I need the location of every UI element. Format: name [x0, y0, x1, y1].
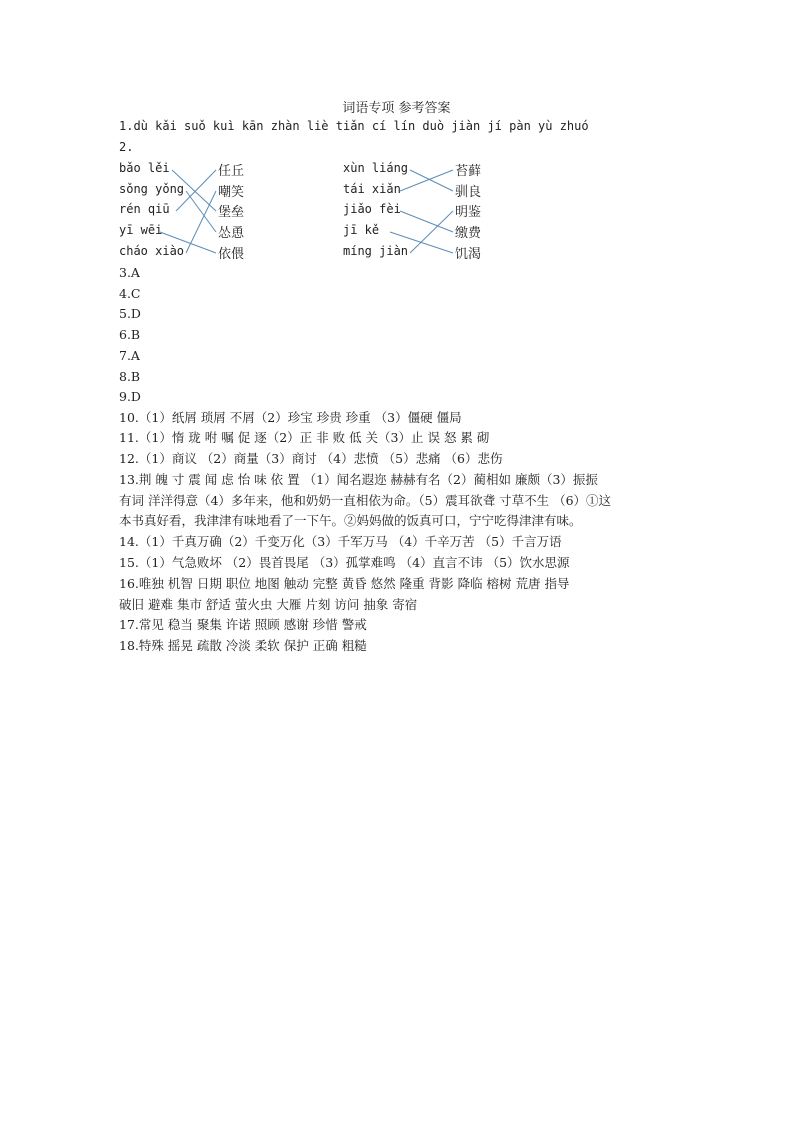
answer-line: 15.（1）气急败坏 （2）畏首畏尾 （3）孤掌难鸣 （4）直言不讳 （5）饮水思源 — [119, 555, 570, 570]
answer-line: 13.荆 魄 寸 震 闻 虑 怡 味 依 置 （1）闻名遐迩 赫赫有名（2）蔺相如 廉颇（3）振振 — [119, 472, 598, 487]
pinyin-item: yī wēi — [119, 223, 163, 237]
answer-line: 8.B — [119, 369, 141, 384]
answer-line: 10.（1）纸屑 琐屑 不屑（2）珍宝 珍贵 珍重 （3）僵硬 僵局 — [119, 410, 462, 425]
pinyin-item: míng jiàn — [343, 244, 409, 258]
pinyin-item: tái xiǎn — [343, 182, 401, 196]
pinyin-item: bǎo lěi — [119, 161, 170, 175]
answer-1: 1.dù kǎi suǒ kuì kān zhàn liè tiǎn cí lín duò jiàn jí pàn yù zhuó — [119, 119, 589, 133]
answer-line: 14.（1）千真万确（2）千变万化（3）千军万马 （4）千辛万苦 （5）千言万语 — [119, 534, 562, 549]
pinyin-item: xùn liáng — [343, 161, 409, 175]
pinyin-item: jī kě — [343, 223, 380, 237]
word-item: 任丘 — [218, 164, 245, 179]
word-item: 缴费 — [455, 226, 482, 241]
word-item: 驯良 — [455, 185, 482, 200]
page-title: 词语专项 参考答案 — [342, 101, 451, 116]
answer-line: 16.唯独 机智 日期 职位 地图 触动 完整 黄昏 悠然 隆重 背影 降临 榕树 荒唐 指导 — [119, 576, 570, 591]
word-item: 怂恿 — [218, 226, 245, 241]
connector-line — [410, 170, 453, 191]
answer-2-label: 2. — [119, 140, 134, 154]
word-item: 嘲笑 — [218, 185, 245, 200]
pinyin-item: jiǎo fèi — [343, 202, 401, 216]
answer-line: 3.A — [119, 265, 140, 280]
word-item: 苔藓 — [455, 164, 482, 179]
connector-line — [390, 232, 453, 253]
answer-line: 破旧 避难 集市 舒适 萤火虫 大雁 片刻 访问 抽象 寄宿 — [119, 597, 418, 612]
pinyin-item: sǒng yǒng — [119, 182, 185, 196]
pinyin-item: cháo xiào — [119, 244, 185, 258]
connector-line — [400, 170, 453, 191]
answer-line: 本书真好看，我津津有味地看了一下午。②妈妈做的饭真可口，宁宁吃得津津有味。 — [119, 513, 582, 528]
answer-line: 12.（1）商议 （2）商量（3）商讨 （4）悲愤 （5）悲痛 （6）悲伤 — [119, 451, 503, 466]
answer-line: 有词 洋洋得意（4）多年来，他和奶奶一直相依为命。（5）震耳欲聋 寸草不生 （6）①这 — [119, 493, 612, 508]
answer-line: 18.特殊 摇晃 疏散 冷淡 柔软 保护 正确 粗糙 — [119, 638, 367, 653]
answer-line: 17.常见 稳当 聚集 许诺 照顾 感谢 珍惜 警戒 — [119, 617, 367, 632]
connector-line — [186, 191, 216, 253]
answer-line: 11.（1）惰 珑 咐 嘱 促 逐（2）正 非 败 低 关（3）止 误 怒 累 砌 — [119, 430, 490, 445]
answer-line: 7.A — [119, 348, 140, 363]
connector-line — [400, 211, 453, 232]
answer-line: 5.D — [119, 306, 141, 321]
word-item: 依偎 — [218, 247, 245, 262]
answer-line: 9.D — [119, 389, 141, 404]
pinyin-item: rén qiū — [119, 202, 170, 216]
word-item: 饥渴 — [455, 247, 482, 262]
answer-line: 6.B — [119, 327, 141, 342]
answer-line: 4.C — [119, 286, 141, 301]
word-item: 堡垒 — [218, 205, 245, 220]
word-item: 明鉴 — [455, 205, 482, 220]
